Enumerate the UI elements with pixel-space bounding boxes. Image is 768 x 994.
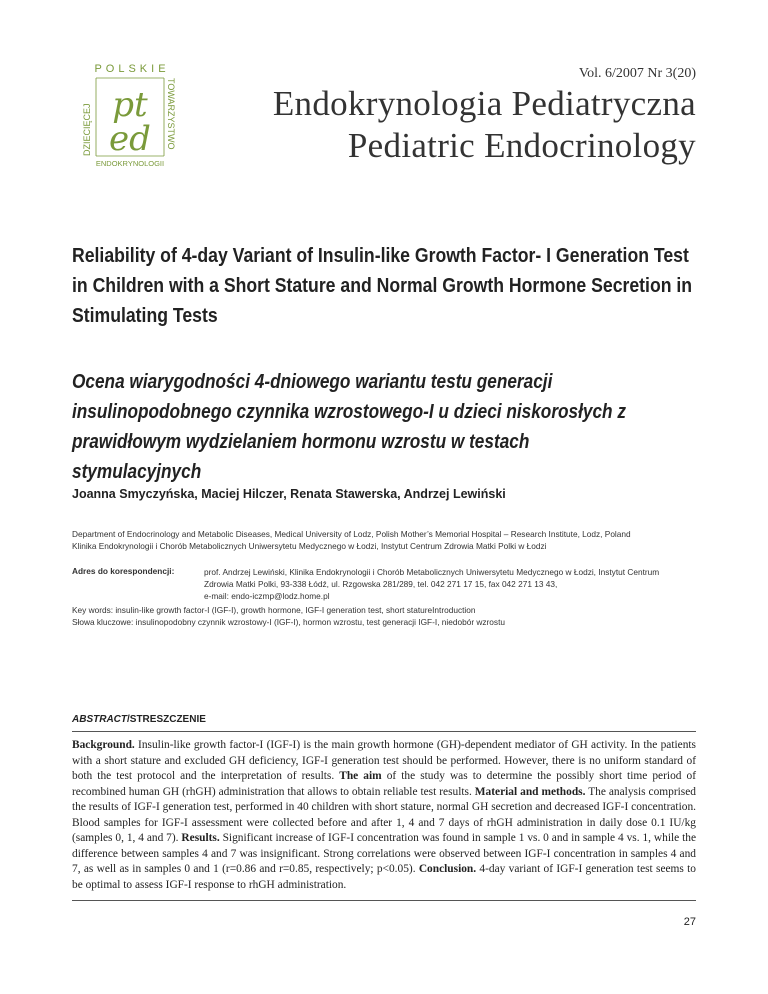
volume-info: Vol. 6/2007 Nr 3(20) [578,66,696,81]
abstract-heading [72,714,206,725]
abstract-background-label: Background. [72,739,135,751]
abstract-methods-text: The analysis comprised the results of IGF-I generation test, performed in 40 children with short stature, normal GH secretion and decreased IGF-I concentration. Blood samples for IGF-I assessment were collected before and after 1, 4 and 7 days of rhGH administration in daily dose 0.1 IU/kg (samples 0, 1, 4 and 7). [72,785,696,844]
logo-left-text: DZIECIĘCEJ [82,103,92,156]
keywords [72,604,712,628]
correspondence-line: Zdrowia Matki Polki, 93-338 Łódź, ul. Rzgowska 281/289, tel. 042 271 17 15, fax 042 271 13 43, [204,579,558,589]
logo-right-text: TOWARZYSTWO [166,78,176,150]
abstract-results-text: Significant increase of IGF-I concentration was found in sample 1 vs. 0 and in sample 4 vs. 1, while the difference between samples 4 and 7 was insignificant. Strong correlations were observed between IGF-I concentration in samples 4 and 7, as well as in samples 0 and 1 (r=0.86 and r=0.85, respectively; p<0.05). [72,832,697,875]
affiliation-polish: Klinika Endokrynologii i Chorób Metabolicznych Uniwersytetu Medycznego w Łodzi, Instytut Centrum Zdrowia Matki Polki w Łodzi [72,541,547,551]
correspondence-address [204,566,694,602]
article-title-english: Reliability of 4-day Variant of Insulin-like Growth Factor- I Generation Test in Children with a Short Stature and Normal Growth Hormone Secretion in Stimulating Tests [72,244,693,327]
keywords-polish: Słowa kluczowe: insulinopodobny czynnik wzrostowy-I (IGF-I), hormon wzrostu, test generacji IGF-I, niedobór wzrostu [72,617,505,627]
logo-monogram-top: pt [112,85,148,125]
divider [72,731,696,732]
affiliation-english: Department of Endocrinology and Metabolic Diseases, Medical University of Lodz, Polish Mother’s Memorial Hospital – Research Institute, Lodz, Poland [72,529,631,539]
divider [72,900,696,901]
abstract-body [72,738,696,893]
abstract-aim-label: The aim [339,770,382,782]
ptep-logo-icon [80,60,190,170]
affiliations [72,528,712,552]
abstract-aim-text: of the study was to determine the possibly short time period of recombined human GH (rhGH) administration that allows to obtain reliable test results. [72,770,697,798]
correspondence-line: prof. Andrzej Lewiński, Klinika Endokrynologii i Chorób Metabolicznych Uniwersytetu Medycznego w Łodzi, Instytut Centrum [204,567,660,577]
authors: Joanna Smyczyńska, Maciej Hilczer, Renata Stawerska, Andrzej Lewiński [72,487,506,501]
keywords-english: Key words: insulin-like growth factor-I (IGF-I), growth hormone, IGF-I generation test, short statureIntroduction [72,605,476,615]
page-number: 27 [683,916,696,928]
journal-logo [80,60,190,170]
abstract-conclusion-label: Conclusion. [418,863,477,875]
abstract-heading-en: ABSTRACT [72,714,127,725]
correspondence-email: e-mail: endo-iczmp@lodz.home.pl [204,591,330,601]
journal-title-polish: Endokrynologia Pediatryczna [272,84,696,123]
logo-top-text: POLSKIE [94,63,170,75]
abstract-background-text: Insulin-like growth factor-I (IGF-I) is the main growth hormone (GH)-dependent mediator of GH activity. In the patients with a short stature and excluded GH deficiency, IGF-I generation test should be performed. However, there is no uniform standard of both the test protocol and the interpretation of results. [72,739,696,782]
logo-monogram-bottom: ed [109,119,151,159]
article-title-polish: Ocena wiarygodności 4-dniowego wariantu testu generacji insulinopodobnego czynnika wzrostowego-I u dzieci niskorosłych z prawidłowym wydzielaniem hormonu wzrostu w testach stymulacyjnych [72,370,626,483]
abstract-results-label: Results. [181,832,220,844]
logo-bottom-text: ENDOKRYNOLOGII [95,159,165,168]
abstract-heading-pl: /STRESZCZENIE [127,714,206,725]
abstract-conclusion-text: 4-day variant of IGF-I generation test seems to be optimal to assess IGF-I response to rhGH administration. [72,863,696,891]
journal-title-english: Pediatric Endocrinology [347,126,696,165]
correspondence-label: Adres do korespondencji: [72,566,175,576]
abstract-methods-label: Material and methods. [474,785,586,798]
